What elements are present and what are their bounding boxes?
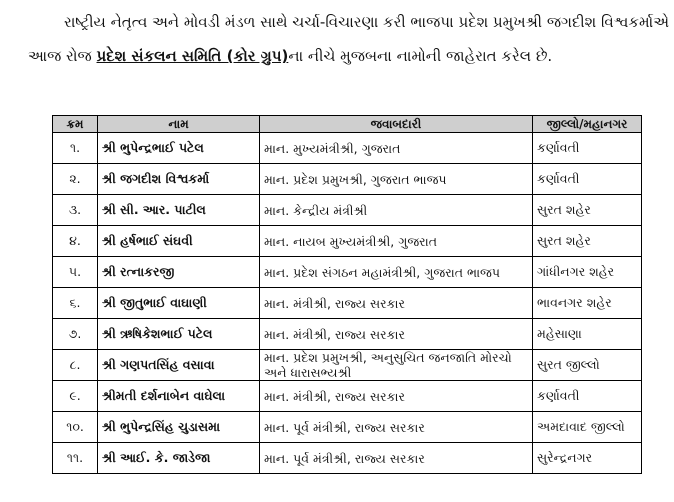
- table-header-row: [53, 116, 642, 133]
- table-row: [53, 412, 642, 443]
- header-district: જીલ્લો/મહાનગર: [533, 116, 642, 133]
- district-cell: અમદાવાદ જીલ્લો: [533, 412, 642, 443]
- name-cell: શ્રી ભુપેન્દ્રસિંહ ચુડાસમા: [98, 412, 260, 443]
- announcement-line-2-suffix: ના નીચે મુજબના નામોની જાહેરાત કરેલ છે.: [288, 47, 553, 65]
- core-group-table: [52, 115, 642, 474]
- name-cell: શ્રી જીતુભાઈ વાઘાણી: [98, 288, 260, 319]
- district-cell: કર્ણાવતી: [533, 164, 642, 195]
- responsibility-cell: માન. નાયબ મુખ્યમંત્રીશ્રી, ગુજરાત: [260, 226, 533, 257]
- table-row: [53, 288, 642, 319]
- serial-cell: ૬.: [53, 288, 98, 319]
- header-name: નામ: [98, 116, 260, 133]
- name-cell: શ્રીમતી દર્શનાબેન વાઘેલા: [98, 381, 260, 412]
- district-cell: ભાવનગર શહેર: [533, 288, 642, 319]
- table-row: [53, 195, 642, 226]
- table-row: [53, 133, 642, 164]
- responsibility-cell: માન. મંત્રીશ્રી, રાજ્ય સરકાર: [260, 381, 533, 412]
- responsibility-cell: માન. કેન્દ્રીય મંત્રીશ્રી: [260, 195, 533, 226]
- responsibility-cell: માન. મંત્રીશ્રી, રાજ્ય સરકાર: [260, 319, 533, 350]
- serial-cell: ૭.: [53, 319, 98, 350]
- announcement-line-2-prefix: આજ રોજ: [28, 47, 97, 65]
- table-row: [53, 257, 642, 288]
- serial-cell: ૩.: [53, 195, 98, 226]
- serial-cell: ૧.: [53, 133, 98, 164]
- header-responsibility: જવાબદારી: [260, 116, 533, 133]
- responsibility-cell: માન. પૂર્વ મંત્રીશ્રી, રાજ્ય સરકાર: [260, 412, 533, 443]
- district-cell: કર્ણાવતી: [533, 133, 642, 164]
- name-cell: શ્રી રત્નાકરજી: [98, 257, 260, 288]
- name-cell: શ્રી સી. આર. પાટીલ: [98, 195, 260, 226]
- responsibility-cell: માન. મંત્રીશ્રી, રાજ્ય સરકાર: [260, 288, 533, 319]
- district-cell: સુરત જીલ્લો: [533, 350, 642, 381]
- district-cell: ગાંધીનગર શહેર: [533, 257, 642, 288]
- responsibility-cell: માન. મુખ્યમંત્રીશ્રી, ગુજરાત: [260, 133, 533, 164]
- table-row: [53, 164, 642, 195]
- name-cell: શ્રી જગદીશ વિશ્વકર્મા: [98, 164, 260, 195]
- name-cell: શ્રી ઋષિકેશભાઈ પટેલ: [98, 319, 260, 350]
- serial-cell: ૮.: [53, 350, 98, 381]
- table-row: [53, 226, 642, 257]
- name-cell: શ્રી હર્ષભાઈ સંઘવી: [98, 226, 260, 257]
- name-cell: શ્રી ગણપતસિંહ વસાવા: [98, 350, 260, 381]
- serial-cell: ૯.: [53, 381, 98, 412]
- district-cell: સુરેન્દ્રનગર: [533, 443, 642, 474]
- responsibility-cell: માન. પ્રદેશ પ્રમુખશ્રી, ગુજરાત ભાજપ: [260, 164, 533, 195]
- district-cell: મહેસાણા: [533, 319, 642, 350]
- serial-cell: ૨.: [53, 164, 98, 195]
- announcement-line-1: રાષ્ટ્રીય નેતૃત્વ અને મોવડી મંડળ સાથે ચર્ચા-વિચારણા કરી ભાજપા પ્રદેશ પ્રમુખશ્રી જગદીશ વિશ્વકર્માએ: [64, 13, 670, 31]
- serial-cell: ૧૦.: [53, 412, 98, 443]
- announcement-text: [28, 12, 670, 66]
- responsibility-cell: માન. પ્રદેશ સંગઠન મહામંત્રીશ્રી, ગુજરાત ભાજપ: [260, 257, 533, 288]
- header-serial: ક્રમ: [53, 116, 98, 133]
- table-row: [53, 443, 642, 474]
- name-cell: શ્રી આઈ. કે. જાડેજા: [98, 443, 260, 474]
- table-row: [53, 319, 642, 350]
- announcement-line-2: [28, 46, 658, 66]
- serial-cell: ૧૧.: [53, 443, 98, 474]
- district-cell: કર્ણાવતી: [533, 381, 642, 412]
- serial-cell: ૪.: [53, 226, 98, 257]
- table-row: [53, 381, 642, 412]
- district-cell: સુરત શહેર: [533, 195, 642, 226]
- responsibility-cell: માન. પૂર્વ મંત્રીશ્રી, રાજ્ય સરકાર: [260, 443, 533, 474]
- committee-name: પ્રદેશ સંકલન સમિતિ (કોર ગ્રુપ): [96, 47, 289, 65]
- responsibility-cell: માન. પ્રદેશ પ્રમુખશ્રી, અનુસુચિત જનજાતિ મોરચો અને ધારાસભ્યશ્રી: [260, 350, 533, 381]
- table-row: [53, 350, 642, 381]
- serial-cell: ૫.: [53, 257, 98, 288]
- name-cell: શ્રી ભુપેન્દ્રભાઈ પટેલ: [98, 133, 260, 164]
- district-cell: સુરત શહેર: [533, 226, 642, 257]
